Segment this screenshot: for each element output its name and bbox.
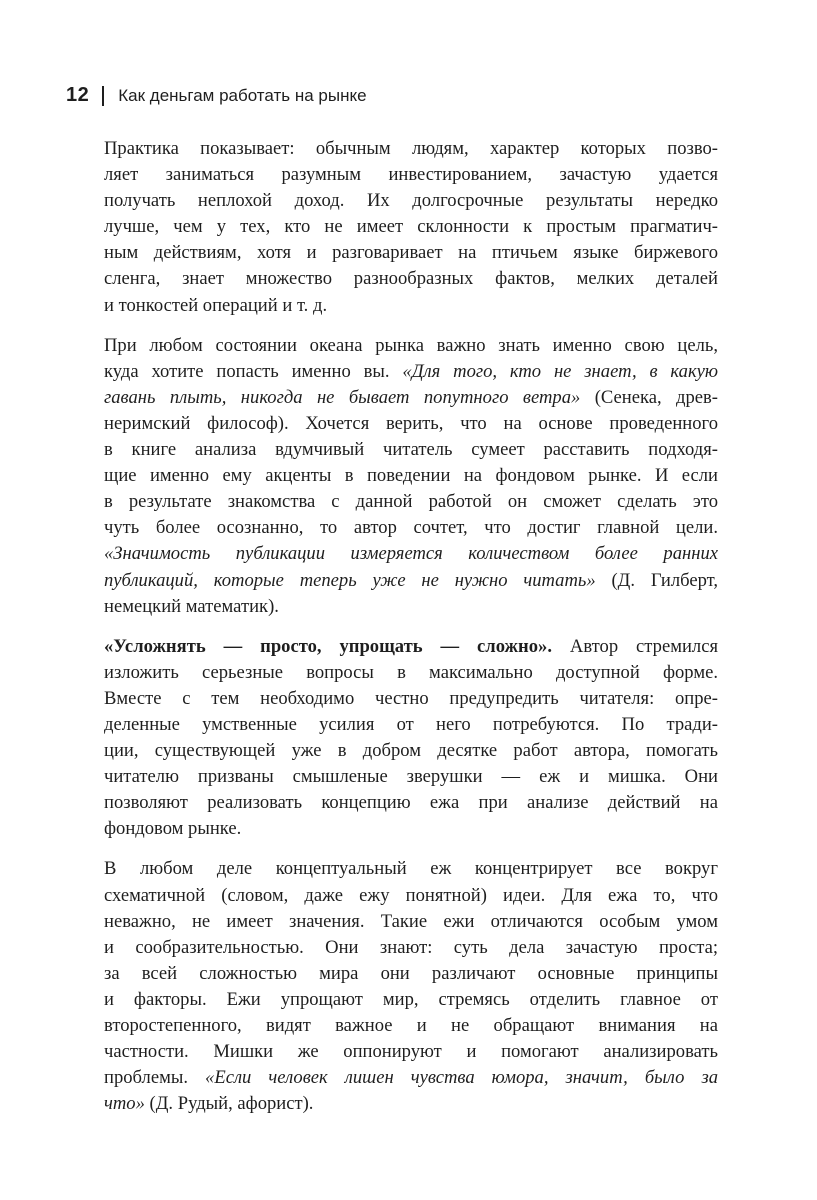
text-run: получать неплохой доход. Их долгосрочные результаты нередко [104, 190, 718, 212]
text-run: неримский философ). Хочется верить, что на основе проведенного [104, 412, 718, 434]
text-line [104, 790, 718, 816]
text-line [104, 961, 718, 987]
text-run: деленные умственные усилия от него потребуются. По тради- [104, 713, 718, 735]
text-run: за всей сложностью мира они различают основные принципы [104, 962, 718, 984]
text-run: второстепенного, видят важное и не обращают внимания на [104, 1015, 718, 1036]
text-line [104, 1013, 718, 1039]
text-run: В любом деле концептуальный еж концентрирует все вокруг [104, 858, 718, 880]
quote-run: «Значимость публикации измеряется количеством более ранних [104, 543, 718, 565]
text-line [104, 568, 718, 594]
text-line [104, 214, 718, 240]
text-run: (Сенека, древ- [580, 386, 718, 408]
text-run: (Д. Гилберт, [595, 569, 718, 591]
quote-run: публикаций, которые теперь уже не нужно читать» [104, 569, 596, 591]
text-run: в книге анализа вдумчивый читатель сумеет расставить подходя- [104, 439, 718, 461]
text-run: и тонкостей операций и т. д. [104, 294, 328, 316]
text-line [104, 935, 718, 961]
text-line [104, 594, 718, 620]
text-run: Вместе с тем необходимо честно предупредить читателя: опре- [104, 687, 718, 709]
text-line [104, 909, 718, 935]
text-run: немецкий математик). [104, 595, 279, 617]
text-run: чуть более осознанно, то автор сочтет, что достиг главной цели. [104, 517, 718, 539]
body-text [104, 136, 718, 1131]
text-run: ным действиям, хотя и разговаривает на птичьем языке биржевого [104, 242, 718, 264]
text-run: ции, существующей уже в добром десятке работ автора, помогать [104, 740, 718, 762]
running-title: Как деньгам работать на рынке [118, 85, 367, 105]
text-run: сленга, знает множество разнообразных фактов, мелких деталей [104, 268, 718, 290]
text-line [104, 660, 718, 686]
text-line [104, 856, 718, 882]
text-run: При любом состоянии океана рынка важно знать именно свою цель, [104, 334, 718, 356]
paragraph [104, 634, 718, 843]
text-run: частности. Мишки же оппонируют и помогают анализировать [104, 1041, 718, 1063]
quote-run: гавань плыть, никогда не бывает попутного ветра» [104, 386, 581, 408]
text-line [104, 385, 718, 411]
text-line [104, 686, 718, 712]
text-run: Автор стремился [551, 635, 718, 657]
text-run: (Д. Рудый, афорист). [144, 1093, 314, 1115]
text-line [104, 411, 718, 437]
running-header [66, 84, 367, 107]
text-line [104, 188, 718, 214]
text-run: схематичной (словом, даже ежу понятной) идеи. Для ежа то, что [104, 884, 718, 906]
text-line [104, 712, 718, 738]
text-line [104, 293, 718, 319]
text-line [104, 634, 718, 660]
text-line [104, 437, 718, 463]
text-line [104, 1039, 718, 1065]
text-run: и сообразительностью. Они знают: суть дела зачастую проста; [104, 936, 718, 958]
text-line [104, 883, 718, 909]
text-line [104, 333, 718, 359]
text-line [104, 266, 718, 292]
text-line [104, 1065, 718, 1091]
text-run: куда хотите попасть именно вы. [104, 360, 403, 382]
text-run: Практика показывает: обычным людям, характер которых позво- [104, 138, 718, 159]
paragraph [104, 856, 718, 1117]
text-run: читателю призваны смышленые зверушки — еж и мишка. Они [104, 766, 718, 788]
text-line [104, 764, 718, 790]
text-run: позволяют реализовать концепцию ежа при анализе действий на [104, 792, 718, 814]
header-divider [102, 86, 104, 106]
text-line [104, 738, 718, 764]
paragraph [104, 136, 718, 319]
text-line [104, 162, 718, 188]
page-number: 12 [66, 84, 90, 106]
text-line [104, 359, 718, 385]
quote-run: «Если человек лишен чувства юмора, значит, было за [205, 1067, 718, 1089]
text-run: в результате знакомства с данной работой он сможет сделать это [104, 491, 718, 513]
quote-run: что» [104, 1093, 145, 1115]
text-run: и факторы. Ежи упрощают мир, стремясь отделить главное от [104, 988, 718, 1010]
bold-run: «Усложнять — просто, упрощать — сложно». [104, 635, 552, 657]
text-line [104, 240, 718, 266]
text-line [104, 136, 718, 162]
text-line [104, 515, 718, 541]
text-run: лучше, чем у тех, кто не имеет склонности к простым прагматич- [104, 216, 718, 238]
text-line [104, 987, 718, 1013]
text-run: фондовом рынке. [104, 818, 242, 840]
quote-run: «Для того, кто не знает, в какую [402, 360, 718, 382]
text-run: ляет заниматься разумным инвестированием, зачастую удается [104, 164, 718, 186]
text-line [104, 541, 718, 567]
text-line [104, 489, 718, 515]
text-run: неважно, не имеет значения. Такие ежи отличаются особым умом [104, 910, 718, 932]
paragraph [104, 333, 718, 620]
text-run: изложить серьезные вопросы в максимально доступной форме. [104, 661, 718, 683]
text-line [104, 463, 718, 489]
text-run: проблемы. [104, 1067, 206, 1089]
text-line [104, 816, 718, 842]
text-run: щие именно ему акценты в поведении на фондовом рынке. И если [104, 465, 718, 487]
text-line [104, 1091, 718, 1117]
